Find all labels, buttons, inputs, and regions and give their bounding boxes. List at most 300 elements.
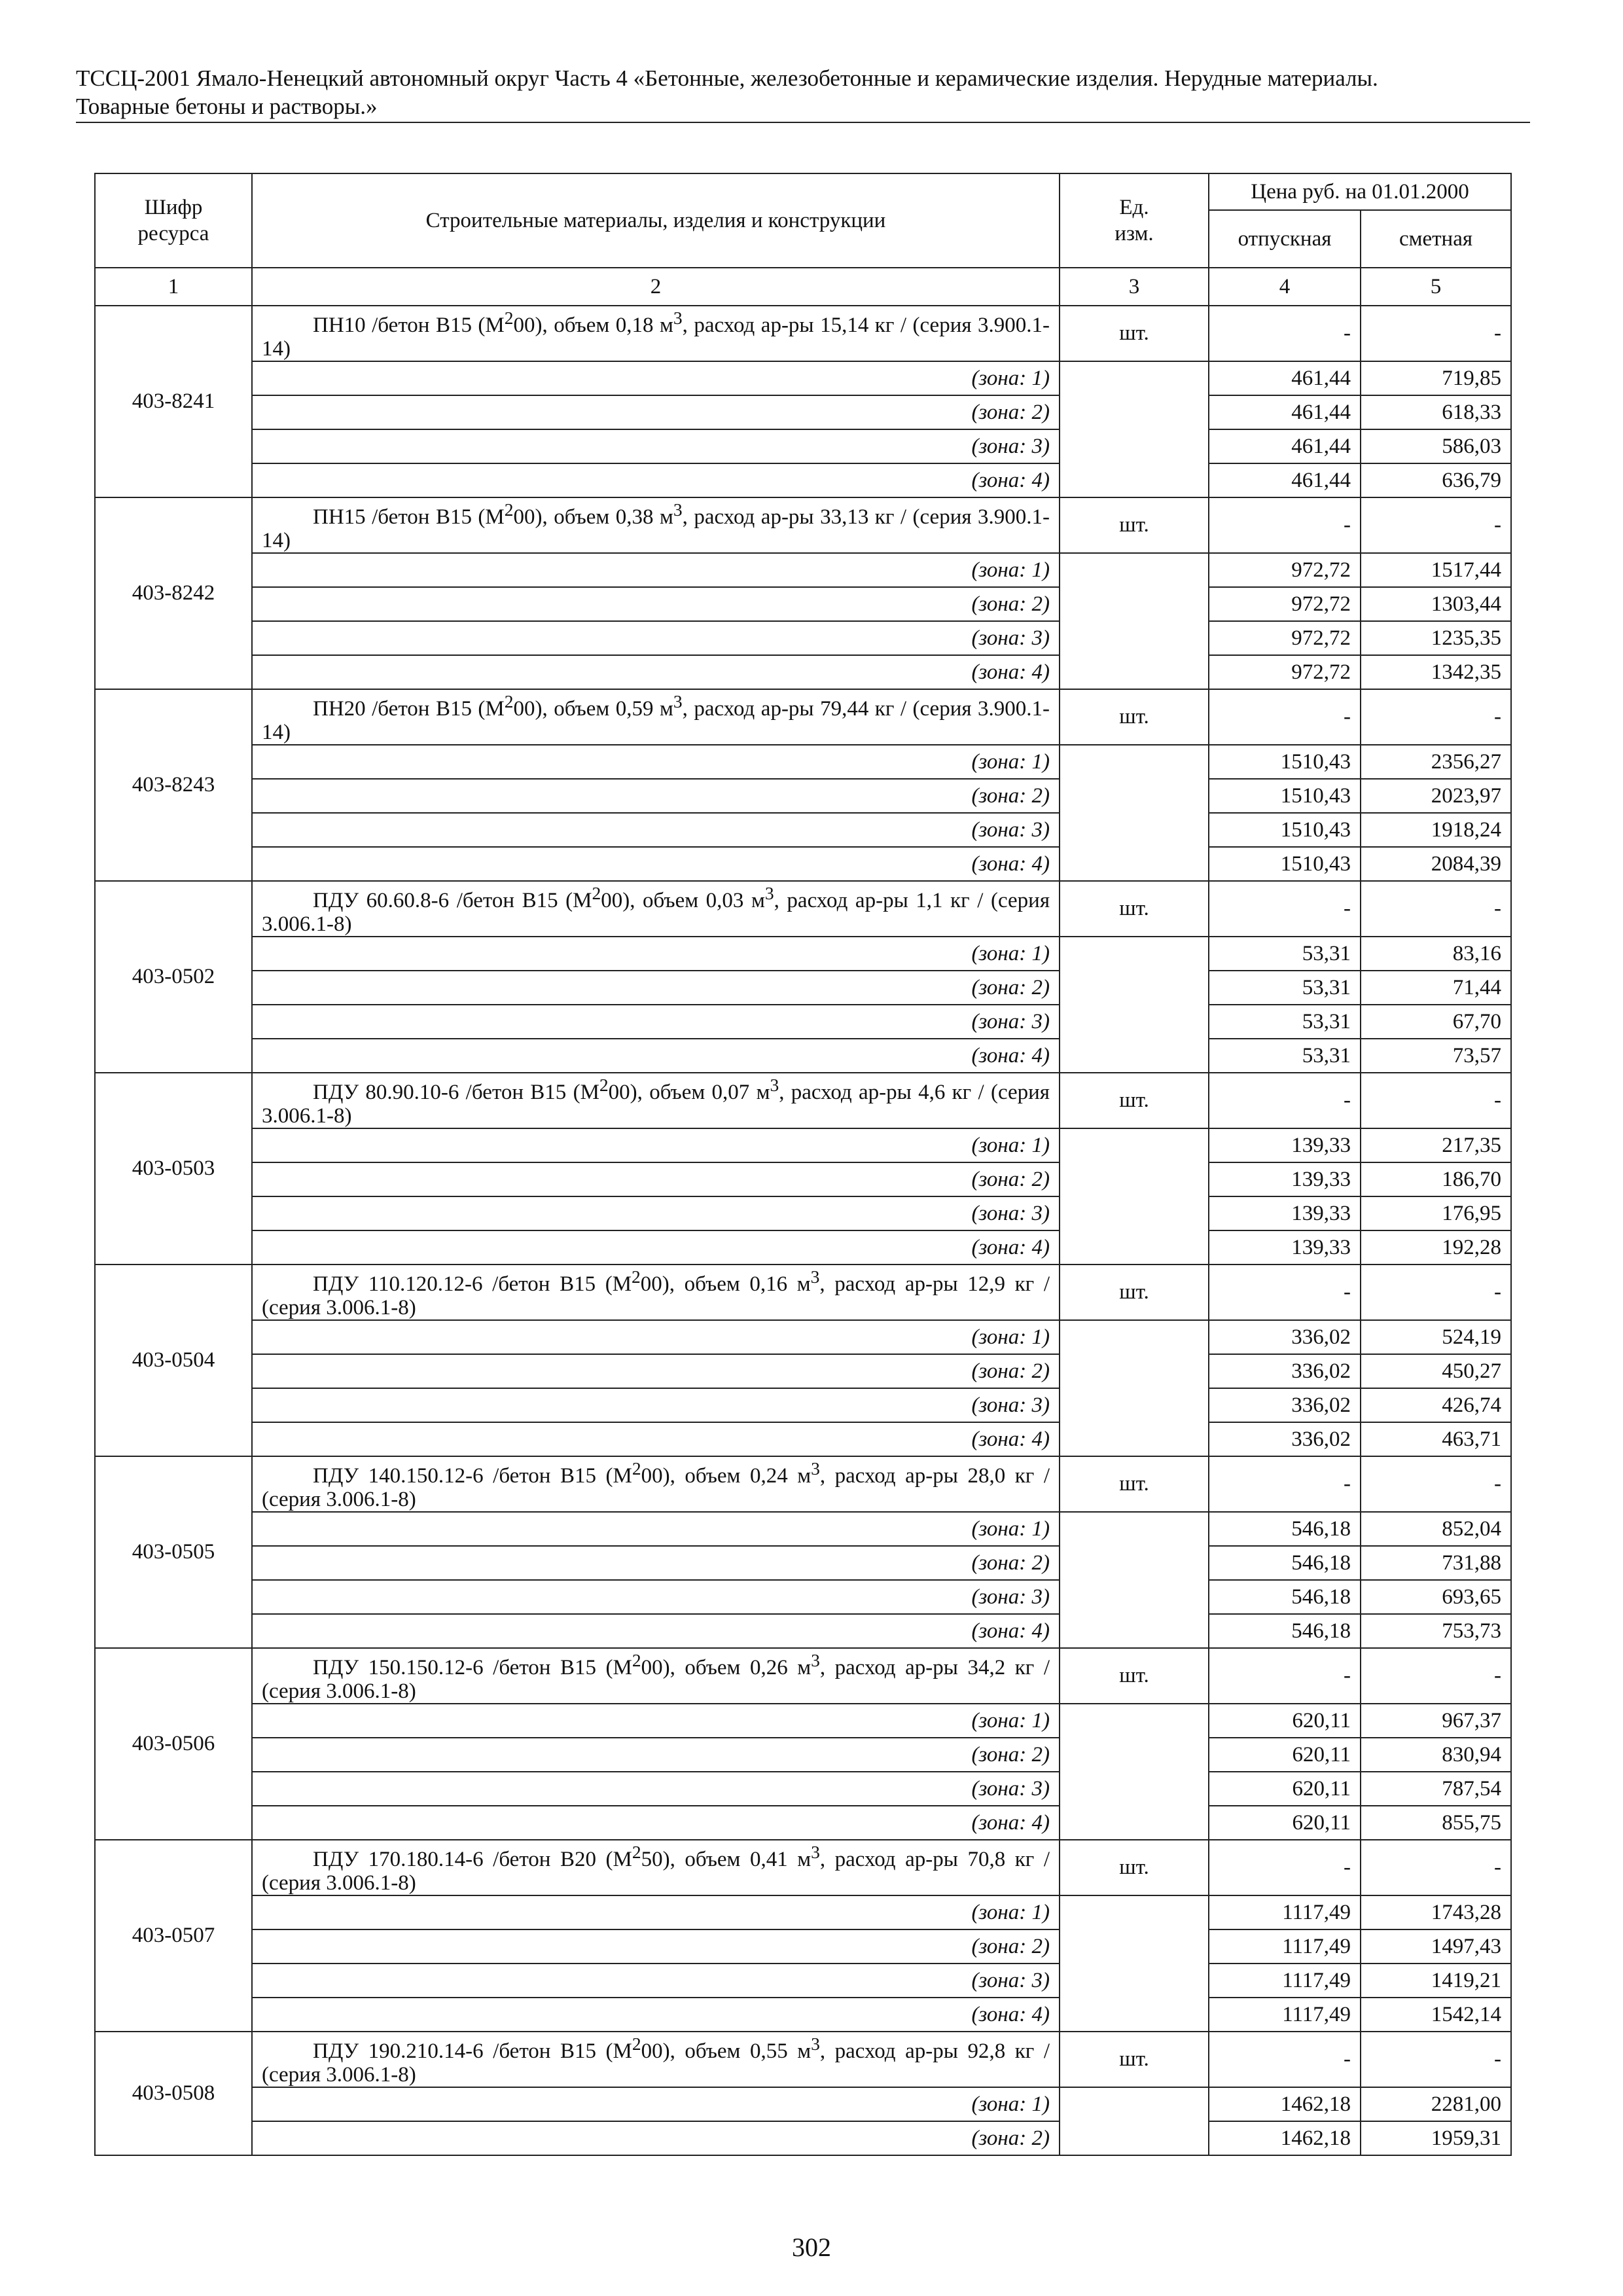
- zone-label: (зона: 4): [252, 463, 1060, 497]
- unit-blank: [1060, 813, 1209, 847]
- col-number: 2: [252, 268, 1060, 306]
- superscript: 3: [811, 1458, 820, 1479]
- col-header-estimate-price: сметная: [1361, 210, 1511, 268]
- unit-blank: [1060, 1895, 1209, 1929]
- estimate-price: 967,37: [1361, 1704, 1511, 1738]
- description-text: , расход ар-ры 34,2 кг / (серия 3.006.1-8): [262, 1656, 1050, 1703]
- estimate-price: -: [1361, 1648, 1511, 1704]
- material-row: [95, 1840, 1511, 1895]
- estimate-price: 71,44: [1361, 971, 1511, 1005]
- unit-blank: [1060, 1772, 1209, 1806]
- zone-label: (зона: 2): [252, 779, 1060, 813]
- release-price: 461,44: [1209, 429, 1361, 463]
- release-price: -: [1209, 1265, 1361, 1320]
- estimate-price: -: [1361, 306, 1511, 361]
- release-price: 620,11: [1209, 1704, 1361, 1738]
- zone-row: [95, 395, 1511, 429]
- unit-blank: [1060, 2087, 1209, 2121]
- price-table: [94, 173, 1512, 2156]
- release-price: 1117,49: [1209, 1964, 1361, 1998]
- estimate-price: 176,95: [1361, 1196, 1511, 1230]
- superscript: 2: [632, 1266, 641, 1287]
- estimate-price: 586,03: [1361, 429, 1511, 463]
- material-row: [95, 881, 1511, 937]
- superscript: 3: [811, 2034, 820, 2054]
- unit-blank: [1060, 1738, 1209, 1772]
- zone-row: [95, 1546, 1511, 1580]
- col-number: 1: [95, 268, 252, 306]
- col-header-release-price: отпускная: [1209, 210, 1361, 268]
- zone-row: [95, 1162, 1511, 1196]
- resource-code: 403-0505: [95, 1456, 252, 1648]
- estimate-price: 192,28: [1361, 1230, 1511, 1265]
- table-body: [95, 306, 1511, 2155]
- unit-blank: [1060, 1320, 1209, 1354]
- zone-row: [95, 587, 1511, 621]
- unit-of-measure: шт.: [1060, 497, 1209, 553]
- estimate-price: 1342,35: [1361, 655, 1511, 689]
- description-text: 00), объем 0,18 м: [513, 314, 673, 337]
- estimate-price: 524,19: [1361, 1320, 1511, 1354]
- zone-label: (зона: 1): [252, 2087, 1060, 2121]
- zone-label: (зона: 1): [252, 361, 1060, 395]
- release-price: 972,72: [1209, 655, 1361, 689]
- material-row: [95, 1456, 1511, 1512]
- release-price: 972,72: [1209, 621, 1361, 655]
- release-price: 1510,43: [1209, 745, 1361, 779]
- description-text: , расход ар-ры 28,0 кг / (серия 3.006.1-8): [262, 1464, 1050, 1511]
- unit-blank: [1060, 1005, 1209, 1039]
- estimate-price: 855,75: [1361, 1806, 1511, 1840]
- description-text: ПН15 /бетон В15 (М: [313, 505, 505, 529]
- superscript: 2: [592, 883, 601, 903]
- zone-row: [95, 2121, 1511, 2155]
- page-number: 302: [792, 2233, 831, 2262]
- material-description: [252, 306, 1060, 361]
- material-description: [252, 2032, 1060, 2087]
- unit-blank: [1060, 553, 1209, 587]
- zone-label: (зона: 1): [252, 1320, 1060, 1354]
- unit-blank: [1060, 937, 1209, 971]
- unit-blank: [1060, 847, 1209, 881]
- zone-row: [95, 429, 1511, 463]
- zone-row: [95, 1422, 1511, 1456]
- zone-label: (зона: 4): [252, 1039, 1060, 1073]
- unit-of-measure: шт.: [1060, 689, 1209, 745]
- zone-label: (зона: 4): [252, 655, 1060, 689]
- zone-row: [95, 1580, 1511, 1614]
- material-row: [95, 689, 1511, 745]
- zone-row: [95, 1039, 1511, 1073]
- zone-label: (зона: 3): [252, 1580, 1060, 1614]
- release-price: 1510,43: [1209, 779, 1361, 813]
- estimate-price: 1542,14: [1361, 1998, 1511, 2032]
- release-price: 461,44: [1209, 395, 1361, 429]
- release-price: 461,44: [1209, 361, 1361, 395]
- unit-blank: [1060, 1512, 1209, 1546]
- estimate-price: 83,16: [1361, 937, 1511, 971]
- unit-blank: [1060, 1614, 1209, 1648]
- estimate-price: 1497,43: [1361, 1929, 1511, 1964]
- unit-blank: [1060, 1128, 1209, 1162]
- superscript: 2: [632, 2034, 641, 2054]
- material-row: [95, 1648, 1511, 1704]
- zone-row: [95, 813, 1511, 847]
- unit-of-measure: шт.: [1060, 1840, 1209, 1895]
- estimate-price: 787,54: [1361, 1772, 1511, 1806]
- unit-blank: [1060, 1196, 1209, 1230]
- description-text: 00), объем 0,16 м: [640, 1272, 811, 1296]
- unit-blank: [1060, 1998, 1209, 2032]
- material-description: [252, 1265, 1060, 1320]
- release-price: -: [1209, 881, 1361, 937]
- estimate-price: -: [1361, 1073, 1511, 1128]
- resource-code: 403-0506: [95, 1648, 252, 1840]
- unit-of-measure: шт.: [1060, 1648, 1209, 1704]
- release-price: -: [1209, 1073, 1361, 1128]
- material-description: [252, 689, 1060, 745]
- release-price: 972,72: [1209, 587, 1361, 621]
- estimate-price: 1517,44: [1361, 553, 1511, 587]
- col-number: 3: [1060, 268, 1209, 306]
- estimate-price: 2023,97: [1361, 779, 1511, 813]
- release-price: 1117,49: [1209, 1929, 1361, 1964]
- unit-blank: [1060, 1929, 1209, 1964]
- zone-row: [95, 1738, 1511, 1772]
- unit-blank: [1060, 745, 1209, 779]
- release-price: 620,11: [1209, 1806, 1361, 1840]
- description-text: ПДУ 80.90.10-6 /бетон В15 (М: [313, 1081, 599, 1104]
- superscript: 3: [673, 691, 683, 711]
- material-description: [252, 1648, 1060, 1704]
- estimate-price: 217,35: [1361, 1128, 1511, 1162]
- superscript: 2: [632, 1842, 641, 1862]
- release-price: -: [1209, 497, 1361, 553]
- description-text: , расход ар-ры 15,14 кг / (серия 3.900.1-14): [262, 314, 1050, 361]
- zone-label: (зона: 1): [252, 1704, 1060, 1738]
- zone-row: [95, 1964, 1511, 1998]
- estimate-price: -: [1361, 689, 1511, 745]
- estimate-price: 2281,00: [1361, 2087, 1511, 2121]
- zone-label: (зона: 2): [252, 971, 1060, 1005]
- header-line-1: ТССЦ-2001 Ямало-Ненецкий автономный округ Часть 4 «Бетонные, железобетонные и керамические изделия. Нерудные материалы.: [76, 65, 1378, 91]
- zone-row: [95, 1388, 1511, 1422]
- unit-blank: [1060, 395, 1209, 429]
- release-price: 972,72: [1209, 553, 1361, 587]
- description-text: 00), объем 0,07 м: [608, 1081, 770, 1104]
- release-price: 1510,43: [1209, 813, 1361, 847]
- superscript: 2: [599, 1075, 609, 1095]
- superscript: 3: [673, 308, 683, 328]
- superscript: 3: [811, 1650, 820, 1670]
- description-text: 00), объем 0,03 м: [601, 889, 765, 912]
- resource-code: 403-0508: [95, 2032, 252, 2155]
- zone-row: [95, 1196, 1511, 1230]
- zone-row: [95, 1895, 1511, 1929]
- release-price: 139,33: [1209, 1230, 1361, 1265]
- estimate-price: -: [1361, 1456, 1511, 1512]
- zone-row: [95, 1614, 1511, 1648]
- zone-row: [95, 1005, 1511, 1039]
- estimate-price: 719,85: [1361, 361, 1511, 395]
- estimate-price: 852,04: [1361, 1512, 1511, 1546]
- description-text: ПДУ 140.150.12-6 /бетон В15 (М: [313, 1464, 632, 1488]
- description-text: 00), объем 0,55 м: [641, 2039, 812, 2063]
- zone-label: (зона: 1): [252, 1512, 1060, 1546]
- release-price: 546,18: [1209, 1546, 1361, 1580]
- unit-blank: [1060, 1162, 1209, 1196]
- zone-label: (зона: 1): [252, 1128, 1060, 1162]
- estimate-price: 753,73: [1361, 1614, 1511, 1648]
- superscript: 2: [632, 1650, 641, 1670]
- resource-code: 403-0504: [95, 1265, 252, 1456]
- zone-label: (зона: 3): [252, 429, 1060, 463]
- zone-label: (зона: 2): [252, 1929, 1060, 1964]
- estimate-price: 2084,39: [1361, 847, 1511, 881]
- material-description: [252, 881, 1060, 937]
- zone-label: (зона: 4): [252, 1422, 1060, 1456]
- material-row: [95, 497, 1511, 553]
- description-text: ПН10 /бетон В15 (М: [313, 314, 505, 337]
- release-price: -: [1209, 1648, 1361, 1704]
- unit-blank: [1060, 1388, 1209, 1422]
- release-price: 53,31: [1209, 1005, 1361, 1039]
- unit-blank: [1060, 361, 1209, 395]
- estimate-price: 73,57: [1361, 1039, 1511, 1073]
- description-text: 50), объем 0,41 м: [641, 1848, 812, 1871]
- unit-of-measure: шт.: [1060, 1456, 1209, 1512]
- description-text: 00), объем 0,38 м: [513, 505, 673, 529]
- release-price: 546,18: [1209, 1580, 1361, 1614]
- material-description: [252, 1840, 1060, 1895]
- estimate-price: -: [1361, 1265, 1511, 1320]
- zone-label: (зона: 2): [252, 395, 1060, 429]
- description-text: , расход ар-ры 79,44 кг / (серия 3.900.1-14): [262, 697, 1050, 744]
- description-text: 00), объем 0,59 м: [513, 697, 673, 721]
- resource-code: 403-8243: [95, 689, 252, 881]
- release-price: -: [1209, 689, 1361, 745]
- estimate-price: 2356,27: [1361, 745, 1511, 779]
- release-price: 461,44: [1209, 463, 1361, 497]
- description-text: , расход ар-ры 12,9 кг / (серия 3.006.1-8): [262, 1272, 1050, 1319]
- superscript: 3: [811, 1842, 820, 1862]
- release-price: 139,33: [1209, 1196, 1361, 1230]
- release-price: 53,31: [1209, 971, 1361, 1005]
- zone-row: [95, 655, 1511, 689]
- superscript: 3: [764, 883, 774, 903]
- description-text: ПДУ 150.150.12-6 /бетон В15 (М: [313, 1656, 632, 1679]
- material-row: [95, 1265, 1511, 1320]
- resource-code: 403-0507: [95, 1840, 252, 2032]
- unit-blank: [1060, 463, 1209, 497]
- release-price: 546,18: [1209, 1512, 1361, 1546]
- release-price: 620,11: [1209, 1772, 1361, 1806]
- description-text: 00), объем 0,24 м: [641, 1464, 812, 1488]
- zone-row: [95, 1704, 1511, 1738]
- release-price: 546,18: [1209, 1614, 1361, 1648]
- estimate-price: -: [1361, 1840, 1511, 1895]
- col-header-code: Шифр ресурса: [95, 173, 252, 268]
- release-price: 1117,49: [1209, 1998, 1361, 2032]
- description-text: ПН20 /бетон В15 (М: [313, 697, 505, 721]
- unit-blank: [1060, 2121, 1209, 2155]
- zone-label: (зона: 4): [252, 1806, 1060, 1840]
- release-price: 1117,49: [1209, 1895, 1361, 1929]
- unit-of-measure: шт.: [1060, 881, 1209, 937]
- unit-blank: [1060, 587, 1209, 621]
- unit-blank: [1060, 655, 1209, 689]
- unit-blank: [1060, 1704, 1209, 1738]
- zone-row: [95, 621, 1511, 655]
- estimate-price: 67,70: [1361, 1005, 1511, 1039]
- release-price: -: [1209, 1456, 1361, 1512]
- description-text: , расход ар-ры 1,1 кг / (серия 3.006.1-8): [262, 889, 1050, 936]
- resource-code: 403-8241: [95, 306, 252, 497]
- estimate-price: 1235,35: [1361, 621, 1511, 655]
- superscript: 2: [504, 499, 514, 520]
- description-text: ПДУ 170.180.14-6 /бетон В20 (М: [313, 1848, 632, 1871]
- zone-label: (зона: 4): [252, 1614, 1060, 1648]
- estimate-price: 1303,44: [1361, 587, 1511, 621]
- superscript: 3: [673, 499, 683, 520]
- col-header-name: Строительные материалы, изделия и конструкции: [252, 173, 1060, 268]
- superscript: 2: [504, 308, 514, 328]
- zone-row: [95, 463, 1511, 497]
- estimate-price: 1419,21: [1361, 1964, 1511, 1998]
- unit-of-measure: шт.: [1060, 306, 1209, 361]
- zone-label: (зона: 2): [252, 1162, 1060, 1196]
- estimate-price: 1743,28: [1361, 1895, 1511, 1929]
- description-text: ПДУ 190.210.14-6 /бетон В15 (М: [313, 2039, 632, 2063]
- material-description: [252, 1456, 1060, 1512]
- release-price: 53,31: [1209, 937, 1361, 971]
- superscript: 3: [770, 1075, 779, 1095]
- resource-code: 403-8242: [95, 497, 252, 689]
- document-header: [76, 64, 1530, 120]
- estimate-price: 1959,31: [1361, 2121, 1511, 2155]
- material-description: [252, 497, 1060, 553]
- unit-blank: [1060, 779, 1209, 813]
- zone-label: (зона: 1): [252, 553, 1060, 587]
- zone-row: [95, 937, 1511, 971]
- release-price: 53,31: [1209, 1039, 1361, 1073]
- estimate-price: 186,70: [1361, 1162, 1511, 1196]
- estimate-price: -: [1361, 2032, 1511, 2087]
- unit-blank: [1060, 1806, 1209, 1840]
- zone-label: (зона: 3): [252, 813, 1060, 847]
- release-price: 1462,18: [1209, 2087, 1361, 2121]
- unit-of-measure: шт.: [1060, 2032, 1209, 2087]
- zone-row: [95, 1230, 1511, 1265]
- zone-row: [95, 2087, 1511, 2121]
- release-price: -: [1209, 306, 1361, 361]
- zone-row: [95, 1320, 1511, 1354]
- zone-row: [95, 1512, 1511, 1546]
- unit-blank: [1060, 1580, 1209, 1614]
- unit-blank: [1060, 971, 1209, 1005]
- zone-label: (зона: 1): [252, 745, 1060, 779]
- unit-blank: [1060, 1039, 1209, 1073]
- zone-row: [95, 1354, 1511, 1388]
- unit-blank: [1060, 1422, 1209, 1456]
- zone-label: (зона: 2): [252, 2121, 1060, 2155]
- release-price: 139,33: [1209, 1128, 1361, 1162]
- release-price: 1462,18: [1209, 2121, 1361, 2155]
- description-text: ПДУ 60.60.8-6 /бетон В15 (М: [313, 889, 592, 912]
- release-price: 139,33: [1209, 1162, 1361, 1196]
- zone-label: (зона: 3): [252, 1196, 1060, 1230]
- unit-blank: [1060, 1230, 1209, 1265]
- resource-code: 403-0502: [95, 881, 252, 1073]
- zone-row: [95, 779, 1511, 813]
- estimate-price: -: [1361, 881, 1511, 937]
- release-price: 336,02: [1209, 1422, 1361, 1456]
- material-row: [95, 2032, 1511, 2087]
- release-price: -: [1209, 1840, 1361, 1895]
- unit-of-measure: шт.: [1060, 1073, 1209, 1128]
- description-text: , расход ар-ры 33,13 кг / (серия 3.900.1-14): [262, 505, 1050, 552]
- zone-label: (зона: 4): [252, 847, 1060, 881]
- resource-code: 403-0503: [95, 1073, 252, 1265]
- estimate-price: 1918,24: [1361, 813, 1511, 847]
- release-price: 336,02: [1209, 1320, 1361, 1354]
- description-text: ПДУ 110.120.12-6 /бетон В15 (М: [313, 1272, 632, 1296]
- description-text: , расход ар-ры 92,8 кг / (серия 3.006.1-8): [262, 2039, 1050, 2087]
- unit-blank: [1060, 621, 1209, 655]
- zone-label: (зона: 3): [252, 621, 1060, 655]
- estimate-price: 463,71: [1361, 1422, 1511, 1456]
- unit-of-measure: шт.: [1060, 1265, 1209, 1320]
- release-price: 336,02: [1209, 1388, 1361, 1422]
- header-line-2: Товарные бетоны и растворы.»: [76, 94, 378, 119]
- release-price: 336,02: [1209, 1354, 1361, 1388]
- superscript: 3: [810, 1266, 820, 1287]
- zone-row: [95, 847, 1511, 881]
- estimate-price: 731,88: [1361, 1546, 1511, 1580]
- material-row: [95, 1073, 1511, 1128]
- estimate-price: 426,74: [1361, 1388, 1511, 1422]
- zone-label: (зона: 4): [252, 1230, 1060, 1265]
- zone-row: [95, 361, 1511, 395]
- col-number: 4: [1209, 268, 1361, 306]
- zone-row: [95, 971, 1511, 1005]
- description-text: 00), объем 0,26 м: [641, 1656, 812, 1679]
- description-text: , расход ар-ры 70,8 кг / (серия 3.006.1-8): [262, 1848, 1050, 1895]
- zone-label: (зона: 3): [252, 1964, 1060, 1998]
- col-header-price: Цена руб. на 01.01.2000: [1209, 173, 1511, 210]
- unit-blank: [1060, 1546, 1209, 1580]
- zone-label: (зона: 3): [252, 1388, 1060, 1422]
- zone-label: (зона: 4): [252, 1998, 1060, 2032]
- estimate-price: 618,33: [1361, 395, 1511, 429]
- unit-blank: [1060, 1354, 1209, 1388]
- estimate-price: 693,65: [1361, 1580, 1511, 1614]
- estimate-price: 636,79: [1361, 463, 1511, 497]
- estimate-price: 830,94: [1361, 1738, 1511, 1772]
- release-price: 1510,43: [1209, 847, 1361, 881]
- zone-label: (зона: 2): [252, 587, 1060, 621]
- superscript: 2: [632, 1458, 641, 1479]
- col-number: 5: [1361, 268, 1511, 306]
- zone-row: [95, 1998, 1511, 2032]
- zone-row: [95, 1772, 1511, 1806]
- zone-row: [95, 553, 1511, 587]
- zone-label: (зона: 1): [252, 937, 1060, 971]
- unit-blank: [1060, 1964, 1209, 1998]
- zone-row: [95, 1929, 1511, 1964]
- material-description: [252, 1073, 1060, 1128]
- estimate-price: 450,27: [1361, 1354, 1511, 1388]
